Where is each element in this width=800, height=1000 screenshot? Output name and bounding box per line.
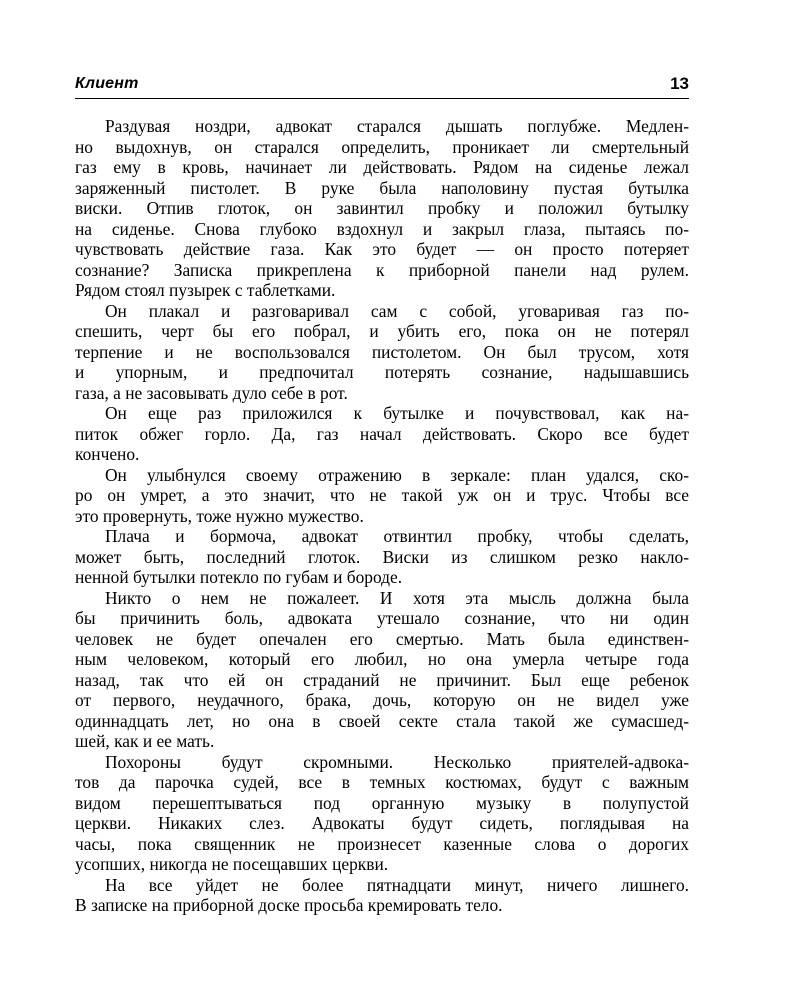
text-line: Он улыбнулся своему отражению в зеркале: план удался, ско- [105, 464, 689, 485]
text-line: на сиденье. Снова глубоко вздохнул и закрыл глаза, пытаясь по- [75, 218, 689, 239]
text-line: спешить, черт бы его побрал, и убить его, пока он не потерял [75, 321, 689, 341]
text-line: терпение и не воспользовался пистолетом. Он был трусом, хотя [75, 341, 689, 362]
text-line: Он плакал и разговаривал сам с собой, уговаривая газ по- [105, 300, 689, 321]
text-line: заряженный пистолет. В руке была наполовину пустая бутылка [75, 177, 689, 198]
text-line: и упорным, и предпочитал потерять сознание, надышавшись [75, 362, 689, 382]
text-line: Никто о нем не пожалеет. И хотя эта мысль должна была [105, 587, 689, 608]
text-line: ро он умрет, а это значит, что не такой уж он и трус. Чтобы все [75, 485, 689, 505]
text-line: одиннадцать лет, но она в своей секте стала такой же сумасшед- [75, 710, 689, 731]
text-line: церкви. Никаких слез. Адвокаты будут сидеть, поглядывая на [75, 813, 689, 833]
body-text [75, 116, 689, 916]
text-line: назад, так что ей он страданий не причинит. Был еще ребенок [75, 669, 689, 690]
text-line: Рядом стоял пузырек с таблетками. [75, 280, 336, 300]
text-line: Похороны будут скромными. Несколько приятелей-адвока- [105, 751, 689, 772]
text-line: кончено. [75, 444, 140, 464]
text-line: газ ему в кровь, начинает ли действовать. Рядом на сиденье лежал [75, 157, 689, 177]
text-line: шей, как и ее мать. [75, 731, 215, 751]
text-line: усопших, никогда не посещавших церкви. [75, 854, 389, 874]
page-number: 13 [670, 74, 689, 93]
text-line: На все уйдет не более пятнадцати минут, ничего лишнего. [105, 874, 689, 895]
text-line: от первого, неудачного, брака, дочь, которую он не видел уже [75, 690, 689, 710]
text-line: это провернуть, тоже нужно мужество. [75, 505, 364, 526]
text-line: но выдохнув, он старался определить, проникает ли смертельный [75, 136, 689, 157]
text-line: Плача и бормоча, адвокат отвинтил пробку, чтобы сделать, [105, 526, 689, 546]
text-line: чувствовать действие газа. Как это будет — он просто потеряет [75, 239, 689, 259]
text-line: ненной бутылки потекло по губам и бороде. [75, 567, 403, 587]
text-line: виски. Отпив глоток, он завинтил пробку и положил бутылку [75, 198, 689, 218]
text-line: бы причинить боль, адвоката утешало сознание, что ни один [75, 608, 689, 628]
text-line: видом перешептываться под органную музыку в полупустой [75, 792, 689, 813]
text-line: ным человеком, который его любил, но она умерла четыре года [75, 649, 689, 669]
text-line: тов да парочка судей, все в темных костюмах, будут с важным [75, 772, 689, 792]
text-line: В записке на приборной доске просьба кремировать тело. [75, 895, 503, 915]
text-line: часы, пока священник не произнесет казенные слова о дорогих [75, 833, 689, 854]
text-line: Он еще раз приложился к бутылке и почувствовал, как на- [105, 403, 689, 423]
text-line: человек не будет опечален его смертью. Мать была единствен- [75, 628, 689, 649]
text-line: питок обжег горло. Да, газ начал действовать. Скоро все будет [75, 423, 689, 444]
text-line: Раздувая ноздри, адвокат старался дышать поглубже. Медлен- [105, 116, 689, 136]
text-line: может быть, последний глоток. Виски из слишком резко накло- [75, 546, 689, 567]
running-title: Клиент [75, 75, 139, 92]
text-line: сознание? Записка прикреплена к приборной панели над рулем. [75, 259, 689, 280]
text-line: газа, а не засовывать дуло себе в рот. [75, 382, 348, 403]
running-header [75, 74, 689, 99]
